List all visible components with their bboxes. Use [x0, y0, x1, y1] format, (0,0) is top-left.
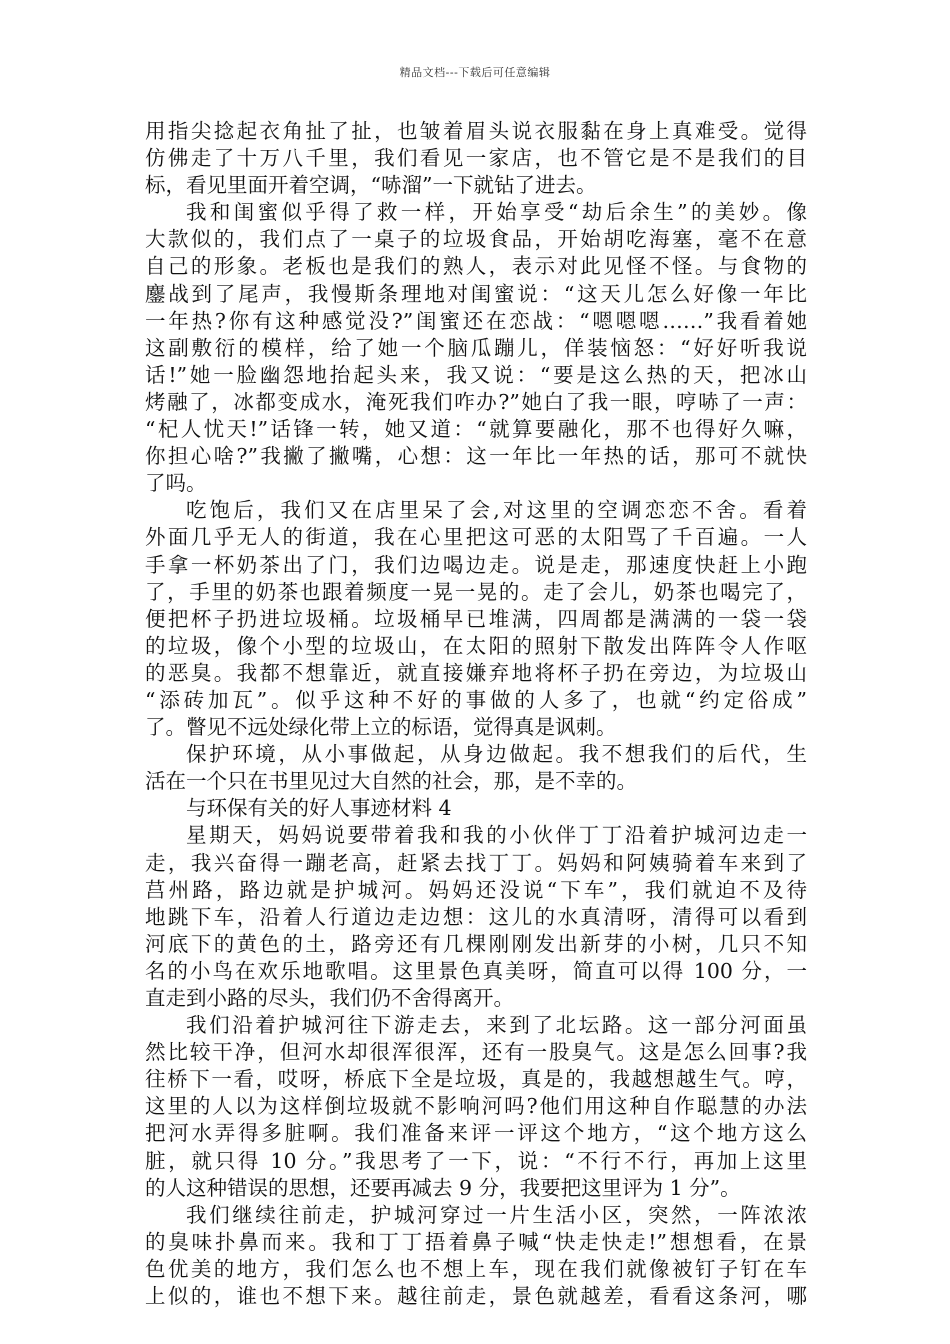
text-line: 我们沿着护城河往下游走去，来到了北坛路。这一部分河面虽 [186, 1013, 807, 1038]
text-line: 把河水弄得多脏啊。我们准备来评一评这个地方，“这个地方这么 [145, 1121, 807, 1146]
text-line: 我和闺蜜似乎得了救一样，开始享受“劫后余生”的美妙。像 [186, 200, 807, 225]
text-line: 的人这种错误的思想，还要再减去 9 分，我要把这里评为 1 分”。 [145, 1175, 741, 1200]
text-line: 你担心啥?”我撇了撇嘴，心想：这一年比一年热的话，那可不就快 [145, 444, 807, 469]
text-line: 一年热?你有这种感觉没?”闺蜜还在恋战：“嗯嗯嗯……”我看着她 [145, 308, 807, 333]
text-line: 鏖战到了尾声，我慢斯条理地对闺蜜说：“这天儿怎么好像一年比 [145, 281, 807, 306]
text-line: 河底下的黄色的土，路旁还有几棵刚刚发出新芽的小树，几只不知 [145, 931, 807, 956]
text-line: 地跳下车，沿着人行道边走边想：这儿的水真清呀，清得可以看到 [145, 904, 807, 929]
text-line: 自己的形象。老板也是我们的熟人，表示对此见怪不怪。与食物的 [145, 254, 807, 279]
text-line: 的垃圾，像个小型的垃圾山，在太阳的照射下散发出阵阵令人作呕 [145, 633, 807, 658]
text-line: 走，我兴奋得一蹦老高，赶紧去找丁丁。妈妈和阿姨骑着车来到了 [145, 850, 807, 875]
text-line: 了。瞥见不远处绿化带上立的标语，觉得真是讽刺。 [145, 715, 617, 740]
text-line: 大款似的，我们点了一桌子的垃圾食品，开始胡吃海塞，毫不在意 [145, 227, 807, 252]
text-line: 用指尖捻起衣角扯了扯，也皱着眉头说衣服黏在身上真难受。觉得 [145, 119, 807, 143]
text-line: 的恶臭。我都不想靠近，就直接嫌弃地将杯子扔在旁边，为垃圾山 [145, 660, 807, 685]
text-line: 的臭味扑鼻而来。我和丁丁捂着鼻子喊“快走快走!”想想看，在景 [145, 1229, 807, 1254]
text-line: 了，手里的奶茶也跟着频度一晃一晃的。走了会儿，奶茶也喝完了， [145, 579, 807, 604]
text-line: 外面几乎无人的街道，我在心里把这可恶的太阳骂了千百遍。一人 [145, 525, 807, 550]
text-line: 这副敷衍的模样，给了她一个脑瓜蹦儿，佯装恼怒：“好好听我说 [145, 335, 807, 360]
text-line: 直走到小路的尽头，我们仍不舍得离开。 [145, 986, 514, 1010]
text-line: 吃饱后，我们又在店里呆了会,对这里的空调恋恋不舍。看着 [186, 498, 807, 523]
text-line: 烤融了，冰都变成水，淹死我们咋办?”她白了我一眼，哼哧了一声： [145, 389, 807, 414]
text-line: 手拿一杯奶茶出了门，我们边喝边走。说是走，那速度快赶上小跑 [145, 552, 807, 577]
text-line: 色优美的地方，我们怎么也不想上车，现在我们就像被钉子钉在车 [145, 1256, 807, 1281]
text-line: 星期天，妈妈说要带着我和我的小伙伴丁丁沿着护城河边走一 [186, 823, 807, 848]
text-line: 然比较干净，但河水却很浑很浑，还有一股臭气。这是怎么回事?我 [145, 1040, 807, 1065]
text-line: 标，看见里面开着空调，“哧溜”一下就钻了进去。 [145, 173, 597, 198]
document-body [145, 118, 807, 1310]
text-line: 话!”她一脸幽怨地抬起头来，我又说：“要是这么热的天，把冰山 [145, 362, 807, 387]
page-header: 精品文档---下载后可任意编辑 [399, 66, 551, 79]
text-line: “杞人忧天!”话锋一转，她又道：“就算要融化，那不也得好久嘛， [145, 417, 807, 442]
text-line: 上似的，谁也不想下来。越往前走，景色就越差，看看这条河，哪 [145, 1284, 807, 1309]
text-line: 保护环境，从小事做起，从身边做起。我不想我们的后代，生 [186, 742, 807, 767]
text-line: 这里的人以为这样倒垃圾就不影响河吗?他们用这种自作聪慧的办法 [145, 1094, 807, 1119]
text-line: 了吗。 [145, 471, 207, 496]
text-line: 莒州路，路边就是护城河。妈妈还没说“下车”，我们就迫不及待 [145, 877, 807, 902]
text-line: 名的小鸟在欢乐地歌唱。这里景色真美呀，简直可以得 100 分，一 [145, 958, 807, 983]
text-line: 往桥下一看，哎呀，桥底下全是垃圾，真是的，我越想越生气。哼， [145, 1067, 807, 1092]
text-line: 我们继续往前走，护城河穿过一片生活小区，突然，一阵浓浓 [186, 1202, 807, 1227]
text-line: 便把杯子扔进垃圾桶。垃圾桶早已堆满，四周都是满满的一袋一袋 [145, 606, 807, 631]
text-line: “添砖加瓦”。似乎这种不好的事做的人多了，也就“约定俗成” [145, 687, 807, 712]
text-line: 脏，就只得 10 分。”我思考了一下，说：“不行不行，再加上这里 [145, 1148, 807, 1173]
text-line: 活在一个只在书里见过大自然的社会，那，是不幸的。 [145, 769, 637, 794]
text-line: 仿佛走了十万八千里，我们看见一家店，也不管它是不是我们的目 [145, 146, 807, 171]
text-line: 与环保有关的好人事迹材料 4 [186, 796, 452, 821]
